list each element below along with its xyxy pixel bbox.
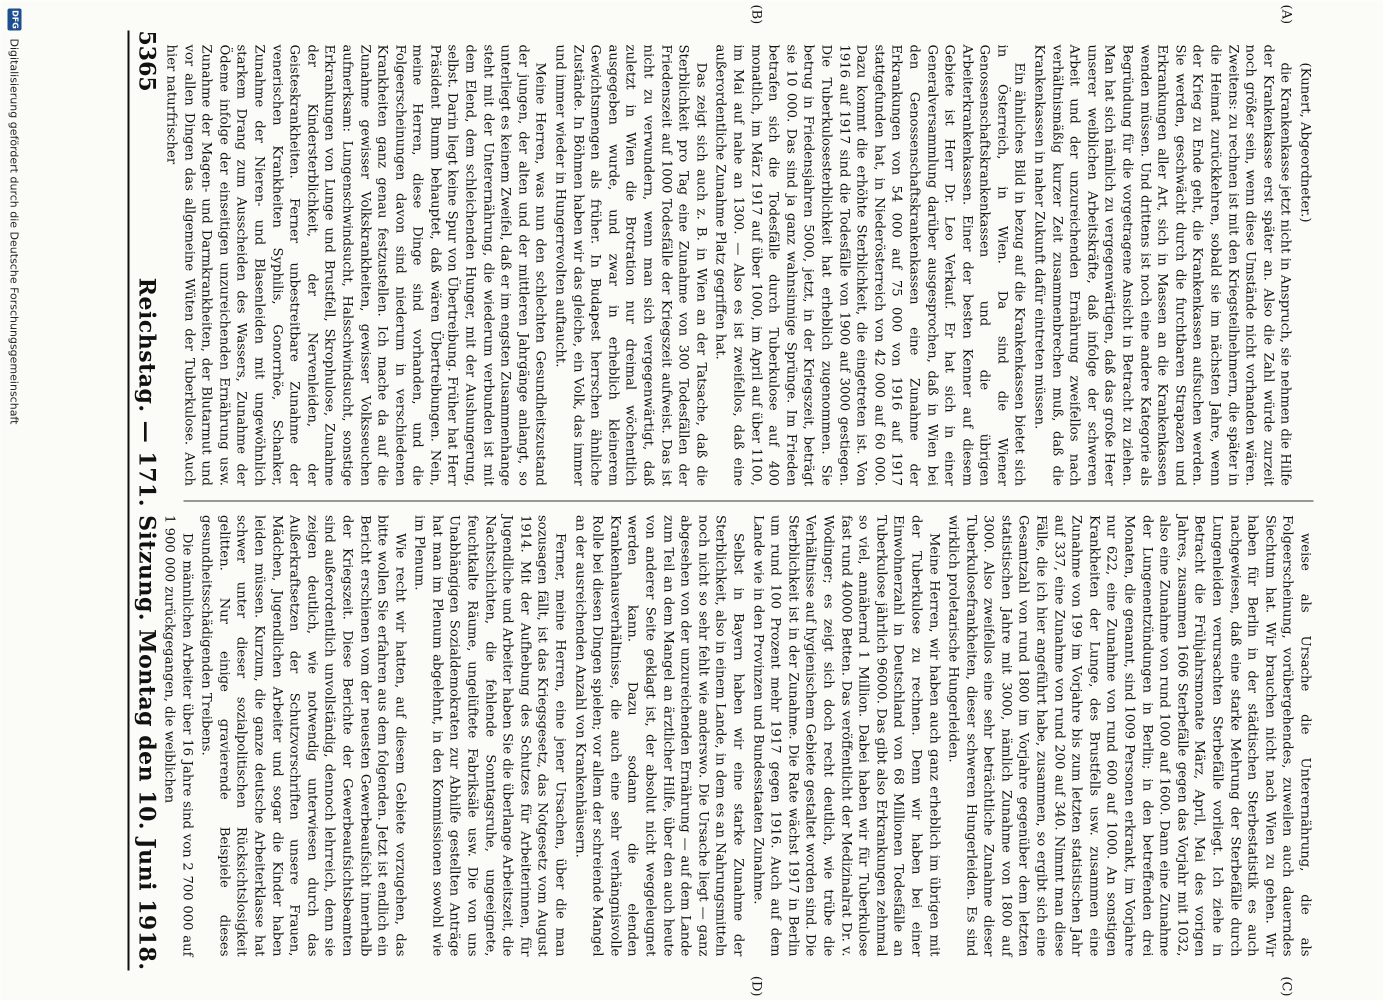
paragraph: Ein ähnliches Bild in bezug auf die Krankenkassen bietet sich in Österreich, in Wien. Da sind die Wiener Genossenschaftskrankenkassen und die übrigen Arbeiterkrankenkassen. Einer der besten Kenner auf diesem Gebiete ist Herr Dr. Leo Verkauf. Er hat sich in einer Generalversammlung darüber ausgesprochen, daß in Wien bei den Genossenschaftskrankenkassen eine Zunahme der Erkrankungen von 54 000 auf 75 000 von 1916 auf 1917 stattgefunden hat, in Niederösterreich von 42 000 auf 60 000. Dazu kommt die erhöhte Sterblichkeit, die eingetreten ist. Von 1916 auf 1917 sind die Todesfälle von 1900 auf 3000 gestiegen. Die Tuberkulosesterblichkeit hat erheblich zugenommen. Sie betrug in Friedensjahren 5000, jetzt, in der Kriegszeit, beträgt sie 10 000. Das sind ja ganz wahnsinnige Sprünge. Im Frieden betrafen sich die Todesfälle durch Tuberkulose auf 400 monatlich, im März 1917 auf über 1000, im April auf über 1100, im Mai auf nahe an 1300. — Also es ist zweifellos, daß eine außerordentliche Zunahme Platz gegriffen hat. <box>712 44 1027 486</box>
paragraph: Das zeigt sich auch z. B. in Wien an der Tatsache, daß die Sterblichkeit pro Tag eine Zunahme von 300 Todesfällen der Friedenszeit auf 1000 Todesfälle der Kriegszeit aufweist. Das ist nicht zu verwundern, wenn man sich vergegenwärtigt, daß zuletzt in Wien die Brotration nur dreimal wöchentlich ausgegeben wurde, und zwar in erheblich kleinerem Gewichtsmengen als früher. In Budapest herrschen ähnliche Zustände. In Böhmen haben wir das gleiche, ein Volk, das immer und immer wieder in Hungerrevolten auftaucht. <box>552 44 708 486</box>
dfg-logo: DFG <box>7 8 21 30</box>
digitization-note: Digitalisierung gefördert durch die Deutsche Forschungsgemeinschaft <box>7 38 21 424</box>
margin-letter-d: (D) <box>748 975 763 996</box>
paragraph: (Kunert, Abgeordneter.) <box>1297 62 1312 222</box>
text-columns <box>161 30 1313 970</box>
digitization-footer <box>3 0 25 1000</box>
paragraph: Ferner, meine Herren, eine jener Ursachen, über die man sozusagen fällt, ist das Kriegsgesetz, das Notgesetz vom August 1914. Mit der Aufhebung des Schutzes für Arbeiterinnen, für Jugendliche und Arbeiter haben Sie die überlange Arbeitszeit, die Nachtschichten, die fehlende Sonntagsruhe, ungeeignete, feuchtkalte Räume, ungelüftete Fabriksäle usw. Die von uns Unabhängigen Sozialdemokraten zur Abhilfe gestellten Anträge hat man im Plenum abgelehnt, in den Kommissionen sowohl wie im Plenum. <box>411 514 568 957</box>
paragraph: Meine Herren, was nun den schlechten Gesundheitszustand der jungen, der alten und der mittleren Jahrgänge anlangt, so unterliegt es keinem Zweifel, daß er im engsten Zusammenhange steht mit der Unterernährung, die wiederum verbunden ist mit dem Elend, dem schleichenden Hunger, mit der Aushungerung, selbst. Darin liegt keine Spur von Übertreibung. Früher hat Herr Präsident Bumm behauptet, daß wären Übertreibungen. Nein, meine Herren, diese Dinge sind vorhanden, und die Folgeerscheinungen davon sind niederum in verschiedenen Krankheiten ganz genau festzustellen. Ich mache da auf die Zunahme gewisser Volkskrankheiten, gewisser Volksseuchen aufmerksam: Lungenschwindsucht, Halsschwindsucht, sonstige Erkrankungen von Lunge und Brustfell, Skrophulose, Zunahme der Kindersterblichkeit, der Nervenleiden, der Geisteskrankheiten. Ferner unbestreitbare Zunahme der venerischen Krankheiten Syphilis, Gonorrhöe, Schanker, Zunahme der Nieren- und Blasenleiden mit ungewöhnlich starkem Drang zum Ausscheiden des Wassers, Zunahme der Ödeme infolge der einseitigen unzureichenden Ernährung usw. Zunahme der Magen- und Darmkrankheiten, der Blutarmut und vor allen Dingen das allgemeine Wüten der Tuberkulose. Auch hier naturfrischer <box>163 44 548 486</box>
paragraph: Meine Herren, wir haben auch ganz erheblich im übrigen mit der Tuberkulose zu rechnen. Denn wir haben bei einer Einwohnerzahl in Deutschland von 68 Millionen Todesfälle an Tuberkulose jährlich 96000. Das gibt also Erkrankungen zehnmal so viel, annähernd 1 Million. Dabei haben wir für Tuberkulose fast rund 40000 Betten. Das veröffentlicht der Medizinalrat Dr. v. Wodinger; es zeigt sich doch recht deutlich, wie trübe die Verhältnisse auf hygienischem Gebiete gestaltet worden sind. Die Sterblichkeit ist in der Zunahme. Die Rate wächst 1917 in Berlin um rund 100 Prozent mehr 1917 gegen 1916. Auch auf dem Lande wie in den Provinzen und Bundesstaaten Zunahme. <box>749 514 941 956</box>
page-title: Reichstag. — 171. Sitzung. Montag den 10. Juni 1918. <box>133 277 159 970</box>
paragraph: Die männlichen Arbeiter über 16 Jahre sind von 2 700 000 auf 1 900 000 zurückgegangen, die weiblichen <box>161 514 194 956</box>
margin-letter-b: (B) <box>748 4 763 24</box>
margin-letter-c: (C) <box>1278 975 1293 996</box>
margin-letter-a: (A) <box>1278 4 1293 24</box>
page-number: 5365 <box>133 30 159 92</box>
paragraph: Wie recht wir hatten, auf diesem Gebiete vorzugehen, das bitte wollen Sie erfahren aus dem folgenden. Jetzt ist endlich ein Bericht erschienen vom der neuesten Gewerbeaufsicht innerhalb der Kriegszeit. Diese Berichte der Gewerbeaufsichtsbeamten sind außerordentlich unvollständig, dennoch lehrreich, denn sie zeigen deutlich, wie notwendig unterwiesen durch das Außerkraftsetzen der Schutzvorschriften unsere Frauen, Mädchen, Jugendlichen Arbeiter und sogar die Kinder haben leiden müssen. Kurzum, die ganze deutsche Arbeiterklasse hat schwer unter dieser sozialpolitischen Rücksichtslosigkeit gelitten. Nur einige gravierende Beispiele dieses gesundheitsschädigenden Treibens. <box>198 514 407 956</box>
page-header <box>127 30 173 970</box>
right-column <box>161 501 1313 971</box>
left-column <box>163 30 1313 500</box>
paragraph: die Krankenkasse jetzt nicht in Anspruch, sie nehmen die Hilfe der Krankenkasse erst später an. Also die Zahl würde zurzeit noch größer sein, wenn diese Umstände nicht vorhanden wären. Zweitens: zu rechnen ist mit den Kriegsteilnehmern, die später in die Heimat zurückkehren, sobald sie im nächsten Jahre, wenn der Krieg zu Ende geht, die Krankenkassen aufsuchen werden. Sie werden, geschwächt durch die furchtbaren Strapazen und Erkrankungen aller Art, sich in Massen an die Krankenkassen wenden müssen. Und drittens ist noch eine andere Kategorie als Begründung für die vorgetragene Ansicht in Betracht zu ziehen. Man hat sich nämlich zu vergegenwärtigen, daß das große Heer unserer weiblichen Arbeitskräfte, daß infolge der schweren Arbeit und der unzureichenden Ernährung zweifellos nach verhältnismäßig kurzer Zeit zusammenbrechen muß, daß die Krankenkassen in naher Zukunft dafür eintreten müssen. <box>1031 44 1293 486</box>
paragraph: Selbst in Bayern haben wir eine starke Zunahme der Sterblichkeit, also in einem Lande, in dem es an Nahrungsmitteln noch nicht so sehr fehlt wie anderswo. Die Ursache liegt — ganz abgesehen von der unzureichenden Ernährung — auf dem Lande zum Teil an dem Mangel an ärztlicher Hilfe, über den auch heute von anderer Seite geklagt ist, der absolut nicht weggeleugnet werden kann. Dazu sodann die elenden Krankenhausverhältnisse, die auch eine sehr verhängnisvolle Rolle bei diesen Dingen spielen; vor allem der schreiende Mangel an der ausreichenden Anzahl von Krankenhäusern. <box>571 514 745 956</box>
paragraph: weise als Ursache die Unterernährung, die als Folgeerscheinung, vorübergehendes, zuweilen auch dauerndes Siechtum hat. Wir brauchen nicht nach Wien zu gehen. Wir haben für Berlin in der städtischen Sterbestatistik es auch nachgewiesen, daß eine starke Mehrung der Sterbefälle durch Lungenleiden verursachten Sterbefälle vorliegt. Ich ziehe in Betracht die Frühjahrsmonate März, April, Mai des vorigen Jahres, zusammen 1606 Sterbefälle gegen das Vorjahr mit 1032, also eine Zunahme von rund 1000 auf 1600. Dann eine Zunahme der Lungenentzündungen in Berlin; in den betreffenden drei Monaten, die genannt, sind 1009 Personen erkrankt, im Vorjahre nur 622, eine Zunahme von rund 600 auf 1000. An sonstigen Krankheiten der Lunge, des Brustfells usw. zusammen eine Zunahme von 199 im Vorjahre bis zum letzten statistischen Jahr auf 337, eine Zunahme von rund 200 auf 340. Nimmt man diese Fälle, die ich hier angeführt habe, zusammen, so ergibt sich eine Gesamtzahl von rund 1800 im Vorjahre gegenüber dem letzten statistischen Jahre mit 3000, nämlich Zunahme von 1800 auf 3000. Also zweifellos eine sehr beträchtliche Zunahme dieser Tuberkulosefrankheiten, dieser schweren Hungerleiden. Es sind wirklich proletarische Hungerleiden. <box>945 514 1312 956</box>
